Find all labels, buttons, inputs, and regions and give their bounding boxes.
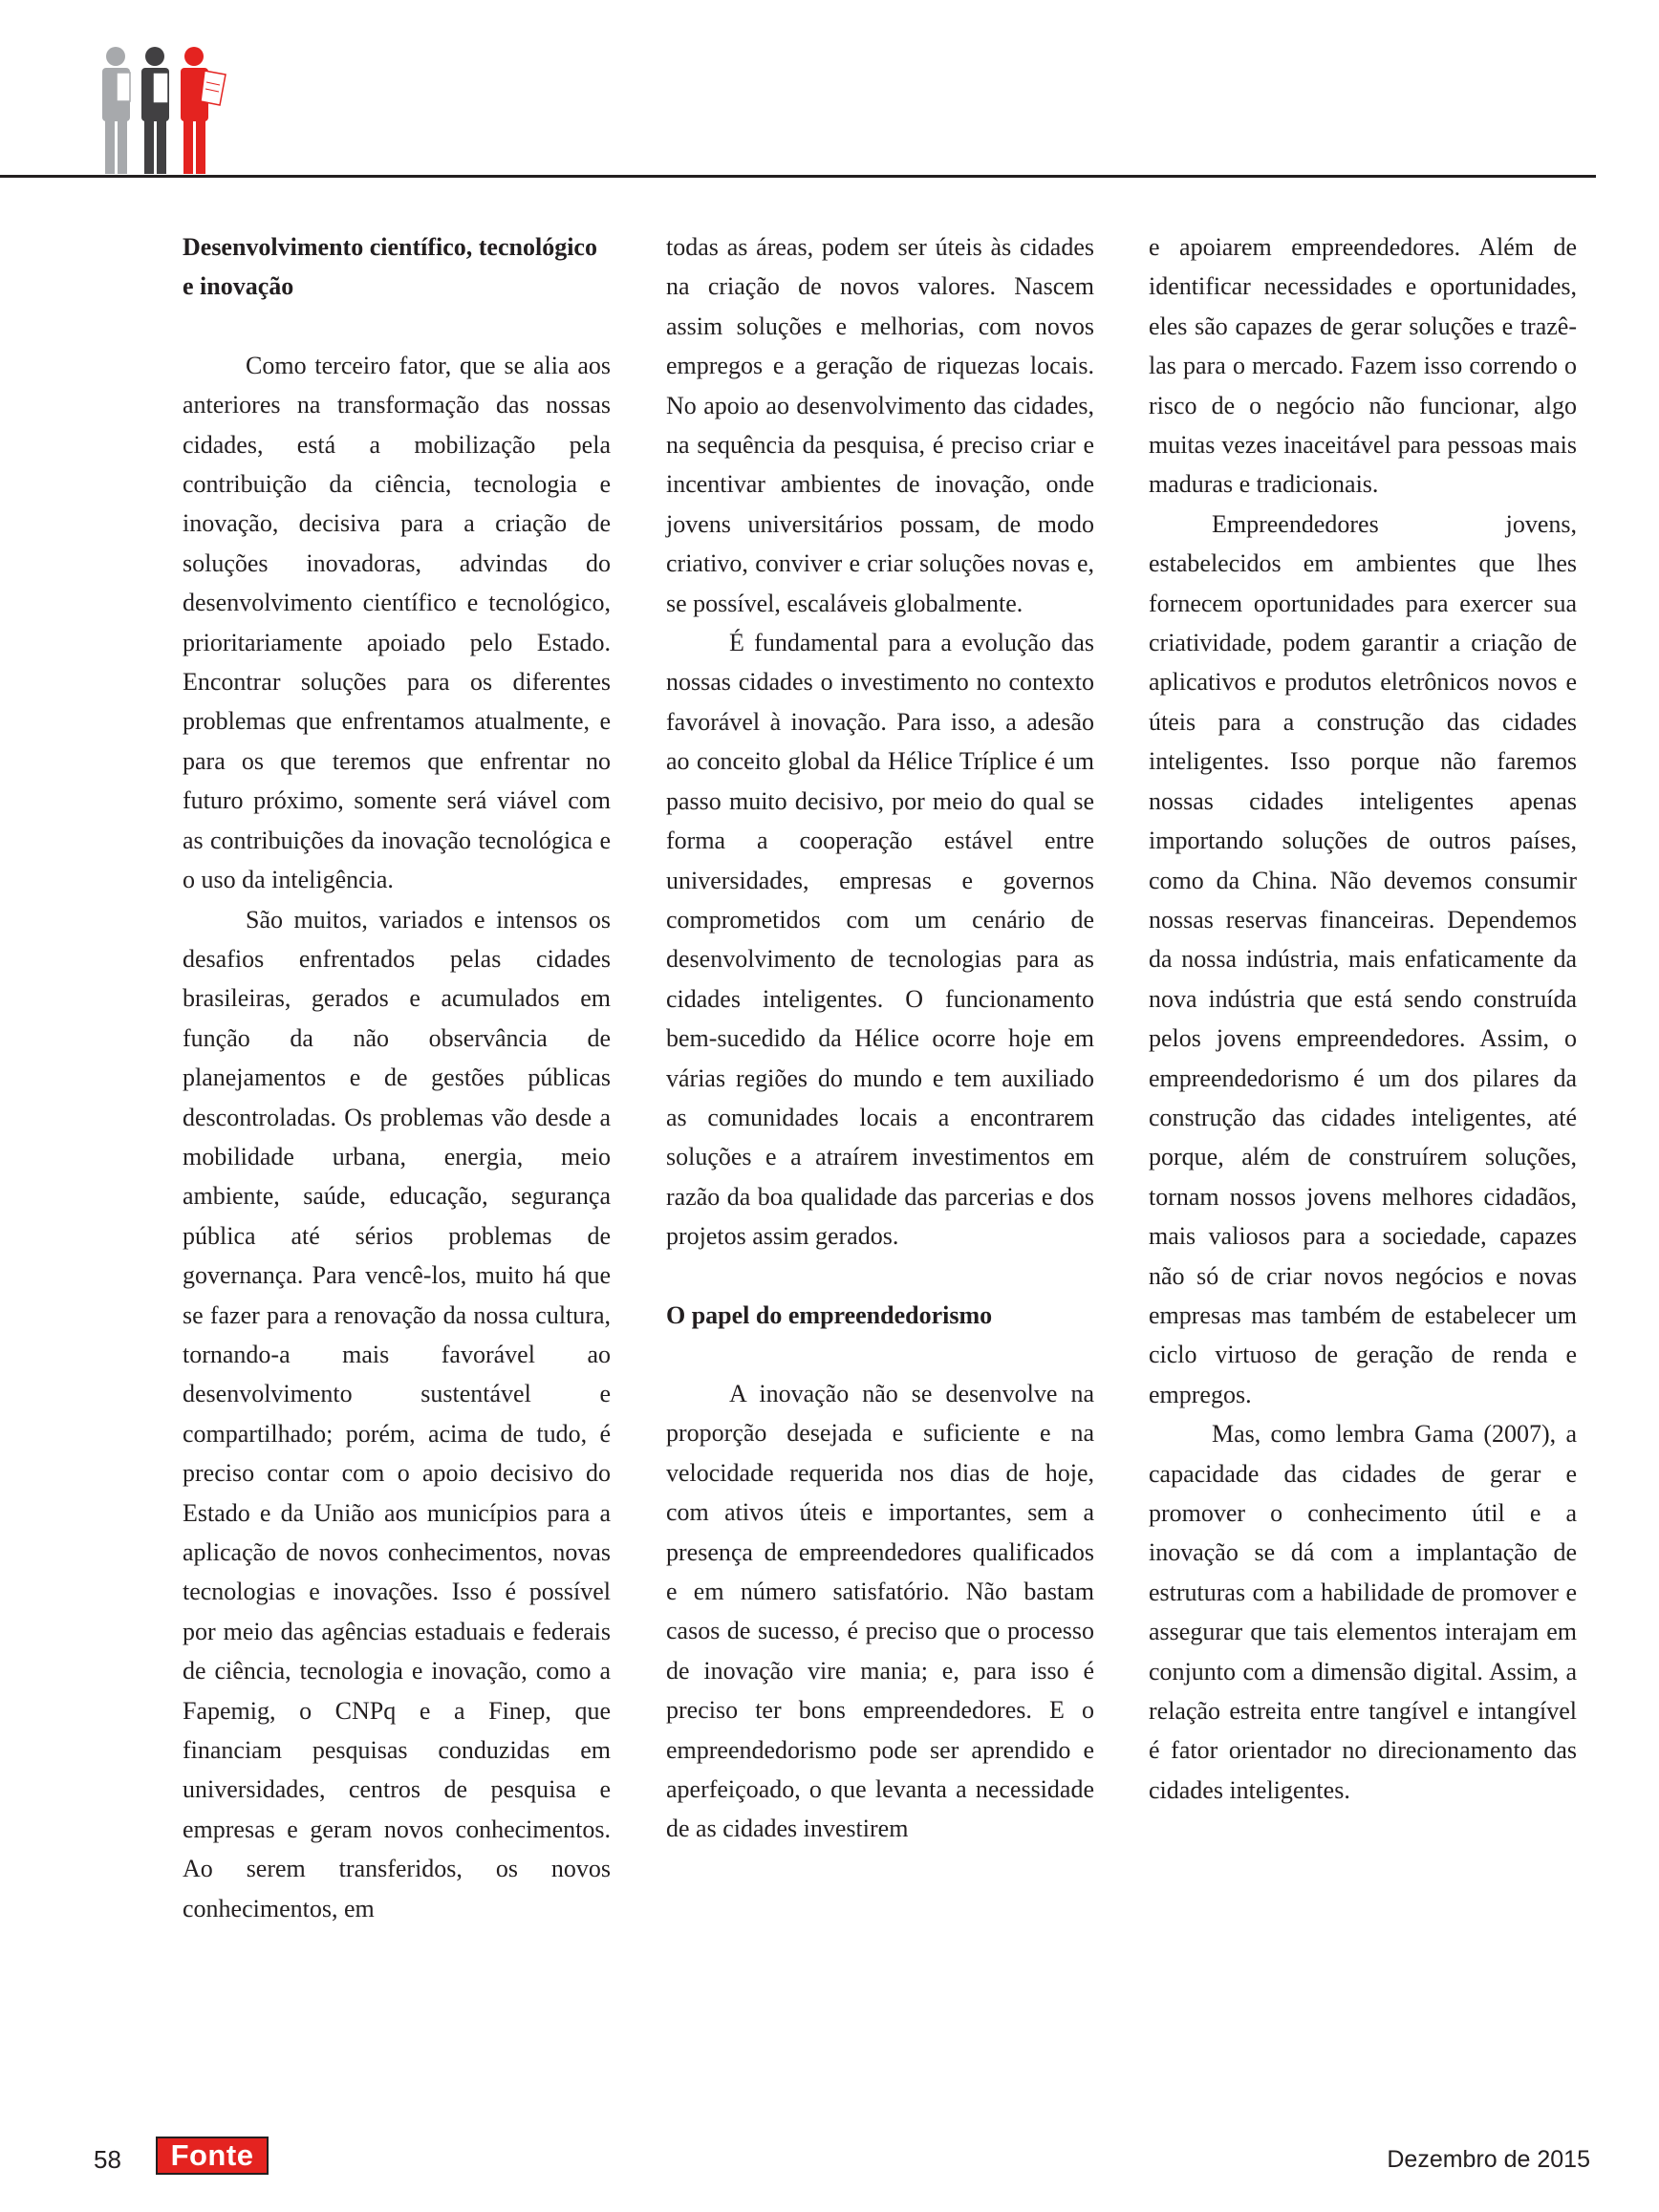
paragraph: São muitos, variados e intensos os desafios enfrentados pelas cidades brasileiras, gerados e acumulados em função da não observância de planejamentos e de gestões públicas descontroladas. Os problemas vão desde a mobilidade urbana, energia, meio ambiente, saúde, educação, segurança pública até sérios problemas de governança. Para vencê-los, muito há que se fazer para a renovação da nossa cultura, tornando-a mais favorável ao desenvolvimento sustentável e compartilhado; porém, acima de tudo, é preciso contar com o apoio decisivo do Estado e da União aos municípios para a aplicação de novos conhecimentos, novas tecnologias e inovações. Isso é possível por meio das agências estaduais e federais de ciência, tecnologia e inovação, como a Fapemig, o CNPq e a Finep, que financiam pesquisas conduzidas em universidades, centros de pesquisa e empresas e geram novos conhecimentos. Ao serem transferidos, os novos conhecimentos, em [183,905,611,1922]
paragraph: e apoiarem empreendedores. Além de identificar necessidades e oportunidades, eles são capazes de gerar soluções e trazê-las para o mercado. Fazem isso correndo o risco de o negócio não funcionar, algo muitas vezes inaceitável para pessoas mais maduras e tradicionais. [1149,233,1577,499]
article-column-3 [1149,227,1577,1810]
paragraph: Empreendedores jovens, estabelecidos em ambientes que lhes fornecem oportunidades para exercer sua criatividade, podem garantir a criação de aplicativos e produtos eletrônicos novos e úteis para a construção das cidades inteligentes. Isso porque não faremos nossas cidades inteligentes apenas importando soluções de outros países, como da China. Não devemos consumir nossas reservas financeiras. Dependemos da nossa indústria, mais enfaticamente da nova indústria que está sendo construída pelos jovens empreendedores. Assim, o empreendedorismo é um dos pilares da construção das cidades inteligentes, até porque, além de construírem soluções, tornam nossos jovens melhores cidadãos, mais valiosos para a sociedade, capazes não só de criar novos negócios e novas empresas mas também de estabelecer um ciclo virtuoso de geração de renda e empregos. [1149,509,1577,1408]
article-column-2 [666,227,1094,1849]
paragraph: todas as áreas, podem ser úteis às cidades na criação de novos valores. Nascem assim soluções e melhorias, com novos empregos e a geração de riquezas locais. No apoio ao desenvolvimento das cidades, na sequência da pesquisa, é preciso criar e incentivar ambientes de inovação, onde jovens universitários possam, de modo criativo, conviver e criar soluções novas e, se possível, escaláveis globalmente. [666,233,1094,617]
spacer [666,1335,1094,1374]
article-column-1 [183,227,611,1928]
paragraph: Como terceiro fator, que se alia aos anteriores na transformação das nossas cidades, está a mobilização pela contribuição da ciência, tecnologia e inovação, decisiva para a criação de soluções inovadoras, advindas do desenvolvimento científico e tecnológico, prioritariamente apoiado pelo Estado. Encontrar soluções para os diferentes problemas que enfrentamos atualmente, e para os que teremos que enfrentar no futuro próximo, somente será viável com as contribuições da inovação tecnológica e o uso da inteligência. [183,351,611,894]
issue-date: Dezembro de 2015 [1387,2146,1590,2173]
fonte-brand-logo [156,2137,269,2175]
page-number: 58 [94,2145,121,2174]
people-logo-icon [94,46,237,176]
section-heading: O papel do empreendedorismo [666,1300,993,1329]
section-heading: Desenvolvimento científico, tecnológico e inovação [183,233,597,301]
paragraph: É fundamental para a evolução das nossas cidades o investimento no contexto favorável à inovação. Para isso, a adesão ao conceito global da Hélice Tríplice é um passo muito decisivo, por meio do qual se forma a cooperação estável entre universidades, empresas e governos comprometidos com um cenário de desenvolvimento de tecnologias para as cidades inteligentes. O funcionamento bem-sucedido da Hélice ocorre hoje em várias regiões do mundo e tem auxiliado as comunidades locais a encontrarem soluções e a atraírem investimentos em razão da boa qualidade das parcerias e dos projetos assim gerados. [666,629,1094,1251]
paragraph: A inovação não se desenvolve na proporção desejada e suficiente e na velocidade requerida nos dias de hoje, com ativos úteis e importantes, sem a presença de empreendedores qualificados e em número satisfatório. Não bastam casos de sucesso, é preciso que o processo de inovação vire mania; e, para isso é preciso ter bons empreendedores. E o empreendedorismo pode ser aprendido e aperfeiçoado, o que levanta a necessidade de as cidades investirem [666,1379,1094,1843]
spacer [666,1256,1094,1296]
header-rule [0,175,1596,178]
spacer [183,307,611,346]
brand-label: Fonte [170,2138,254,2172]
paragraph: Mas, como lembra Gama (2007), a capacidade das cidades de gerar e promover o conhecimento útil e a inovação se dá com a implantação de estruturas com a habilidade de promover e assegurar que tais elementos interajam em conjunto com a dimensão digital. Assim, a relação estreita entre tangível e intangível é fator orientador no direcionamento das cidades inteligentes. [1149,1420,1577,1804]
